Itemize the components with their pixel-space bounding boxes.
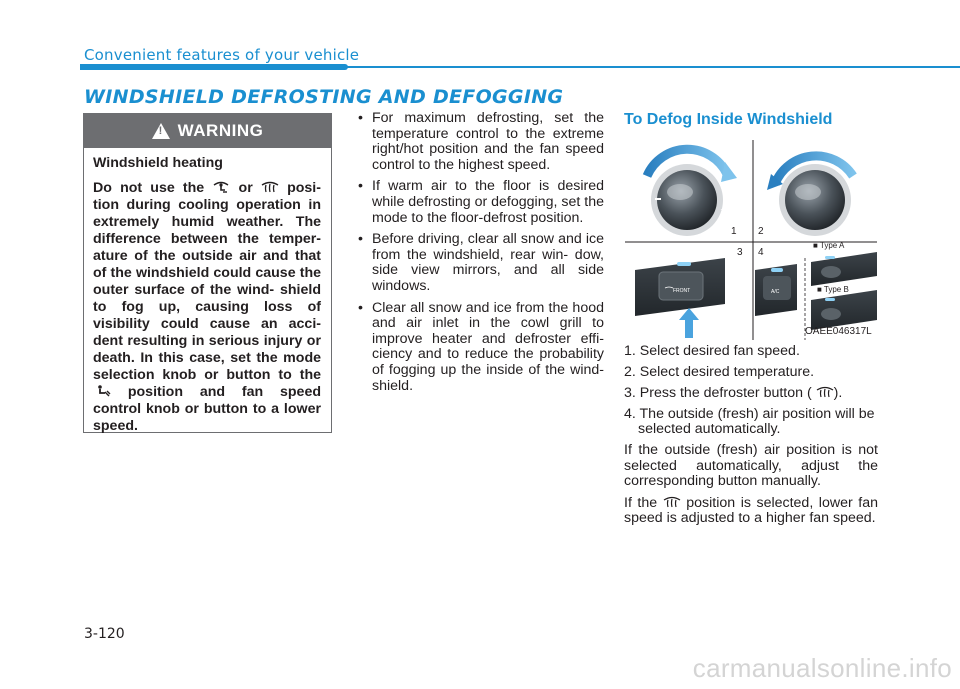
ac-button bbox=[755, 264, 797, 316]
climate-control-figure bbox=[625, 140, 877, 340]
floor-defrost-mode-icon bbox=[212, 180, 230, 194]
fan-speed-note: If the position is selected, lower fan speed is adjusted to a higher fan speed. bbox=[624, 494, 878, 527]
list-item: • Before driving, clear all snow and ice from the windshield, rear win- dow, side view mirrors, and all side windows. bbox=[356, 232, 604, 294]
step-4: 4. The outside (fresh) air position will be selected automatically. bbox=[624, 405, 875, 438]
watermark: carmanualsonline.info bbox=[692, 653, 952, 683]
type-a-label: ■ Type A bbox=[813, 241, 845, 250]
list-item: • If warm air to the floor is desired while defrosting or defogging, set the mode to the floor-defrost position. bbox=[356, 179, 604, 226]
page-title: WINDSHIELD DEFROSTING AND DEFOGGING bbox=[84, 86, 564, 108]
header-rule bbox=[80, 66, 960, 68]
figure-num-4: 4 bbox=[758, 247, 764, 258]
warning-triangle-icon: ! bbox=[152, 123, 170, 139]
list-item: • For maximum defrosting, set the temperature control to the extreme right/hot position and the fan speed control to the highest speed. bbox=[356, 111, 604, 173]
fresh-air-note: If the outside (fresh) air position is not selected automatically, adjust the corresponding button manually. bbox=[624, 441, 878, 490]
figure-num-3: 3 bbox=[737, 247, 743, 258]
warning-body bbox=[84, 148, 331, 435]
floor-mode-icon bbox=[93, 384, 111, 398]
defog-steps bbox=[624, 344, 878, 532]
warning-bar bbox=[84, 114, 331, 148]
defrost-mode-icon bbox=[261, 180, 279, 194]
step-3: 3. Press the defroster button ( ). bbox=[624, 385, 843, 402]
page-number: 3-120 bbox=[84, 626, 125, 642]
figure-code: OAEE046317L bbox=[805, 326, 872, 337]
warning-heading: Windshield heating bbox=[93, 155, 223, 171]
warning-label: WARNING bbox=[177, 121, 264, 140]
step-2: 2. Select desired temperature. bbox=[624, 363, 815, 380]
defrost-tips-list bbox=[356, 111, 604, 400]
defrost-position-icon bbox=[663, 495, 681, 509]
type-b-label: ■ Type B bbox=[817, 285, 849, 294]
defroster-button-icon bbox=[816, 385, 834, 399]
svg-text:+: + bbox=[720, 205, 727, 214]
figure-num-2: 2 bbox=[758, 226, 764, 237]
defog-section-title: To Defog Inside Windshield bbox=[624, 111, 833, 128]
list-item: • Clear all snow and ice from the hood and air inlet in the cowl grill to improve heater and defroster effi- ciency and to reduce the probability of fogging up the inside of the wind- shield. bbox=[356, 301, 604, 395]
step-1: 1. Select desired fan speed. bbox=[624, 343, 800, 359]
ac-label: A/C bbox=[771, 289, 780, 295]
warning-paragraph: Do not use the or posi- tion during cooling operation in extremely humid weather. The difference between the temper- ature of the outside air and that of the windshield could cause the outer surface of the wind- shield to fog up, causing loss of visibility could cause an acci- dent resulting in serious injury or death. In this case, set the mode selection knob or button to the position and fan speed control knob or button to a lower speed. bbox=[93, 180, 322, 434]
warning-box bbox=[83, 113, 332, 433]
figure-num-1: 1 bbox=[731, 226, 737, 237]
section-header: Convenient features of your vehicle bbox=[84, 46, 360, 64]
front-label: FRONT bbox=[673, 288, 691, 294]
